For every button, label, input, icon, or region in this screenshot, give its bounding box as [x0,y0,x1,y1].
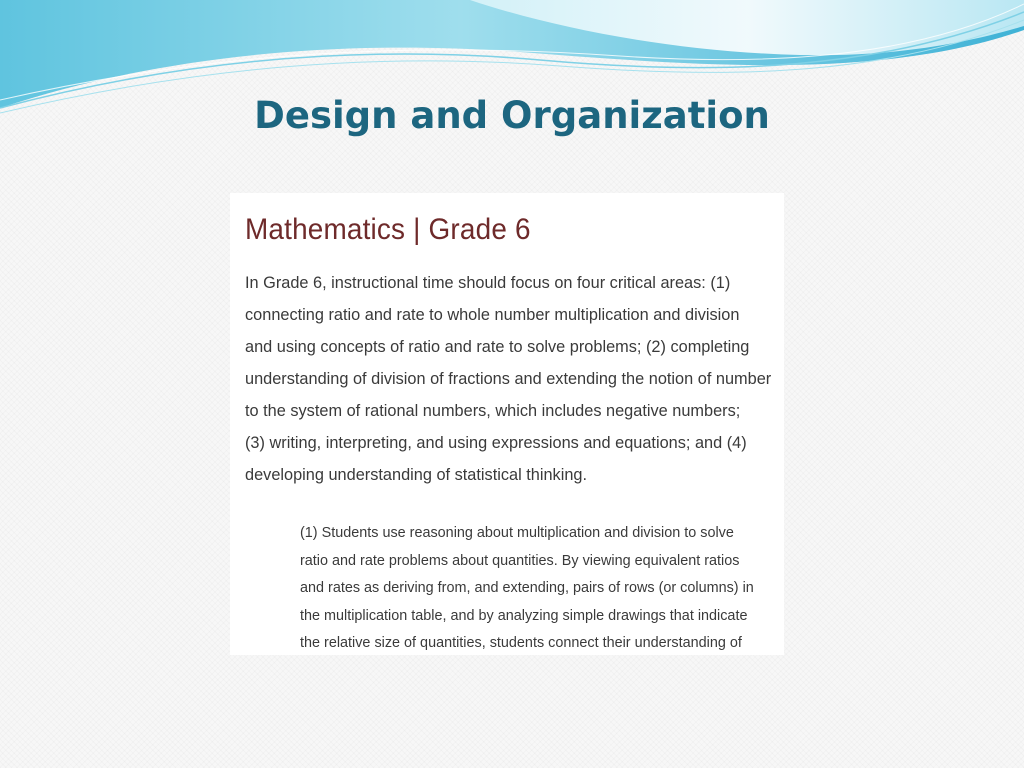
sub-line: the multiplication table, and by analyzing simple drawings that indicate [300,606,748,624]
intro-line: (3) writing, interpreting, and using expressions and equations; and (4) [245,433,747,452]
slide-title: Design and Organization [254,94,770,137]
sub-line: ratio and rate problems about quantities. By viewing equivalent ratios [300,551,740,569]
sub-line: and rates as deriving from, and extending, pairs of rows (or columns) in [300,579,754,596]
intro-line: connecting ratio and rate to whole number multiplication and division [245,305,740,324]
intro-line: understanding of division of fractions and extending the notion of number [245,369,772,388]
intro-line: to the system of rational numbers, which includes negative numbers; [245,401,741,420]
heading-subject: Mathematics [245,213,406,246]
document-heading [245,213,531,247]
intro-paragraph [245,267,783,491]
intro-line: and using concepts of ratio and rate to solve problems; (2) completing [245,337,750,356]
intro-line: In Grade 6, instructional time should focus on four critical areas: (1) [245,273,731,292]
sub-line: the relative size of quantities, students connect their understanding of [300,634,742,651]
standards-document-excerpt [230,193,784,655]
sub-line: (1) Students use reasoning about multiplication and division to solve [300,524,734,541]
heading-separator: | [413,213,421,246]
intro-line: developing understanding of statistical thinking. [245,465,588,484]
critical-area-1-paragraph [300,519,761,657]
heading-grade: Grade 6 [428,213,531,246]
